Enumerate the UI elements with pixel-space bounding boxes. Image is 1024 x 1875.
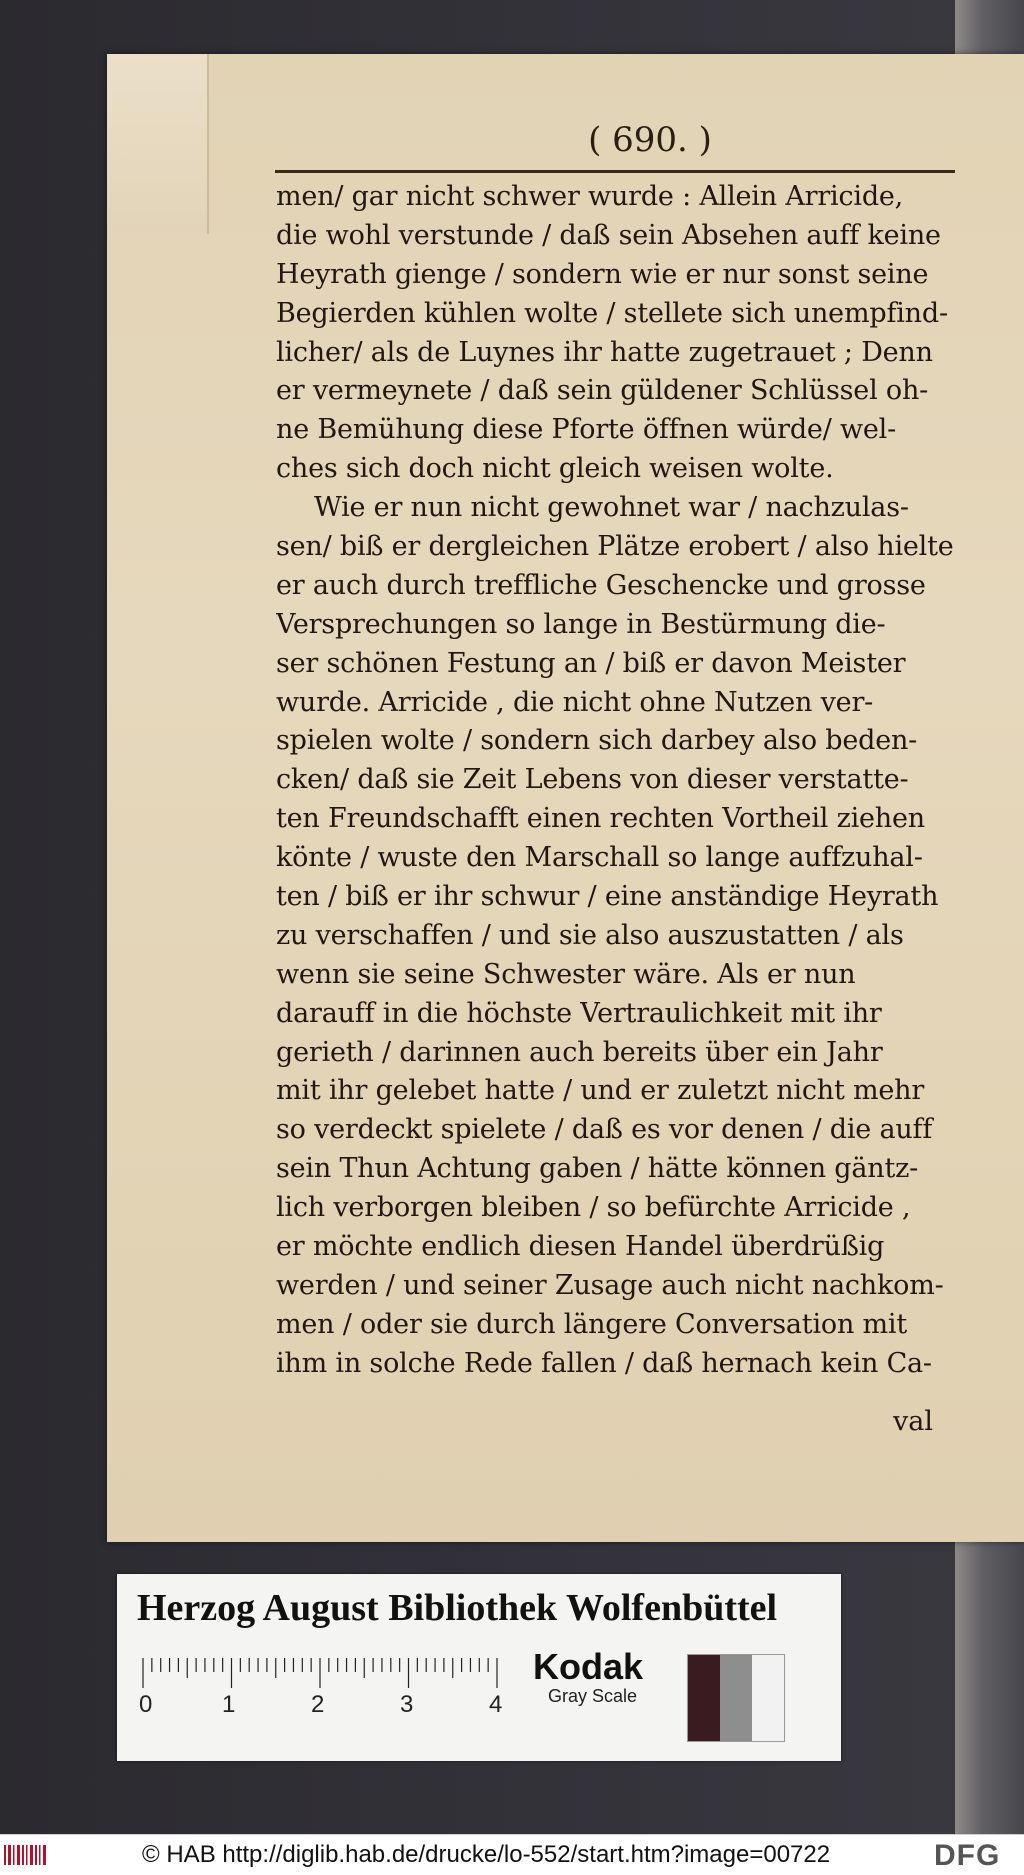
ruler-label: 1 (222, 1691, 236, 1714)
library-name: Herzog August Bibliothek Wolfenbüttel (137, 1587, 778, 1629)
text-line: er auch durch treffliche Geschencke und grosse (276, 569, 926, 601)
text-line: er vermeynete / daß sein güldener Schlüssel oh- (276, 375, 929, 407)
text-line: könte / wuste den Marschall so lange auffzuhal- (276, 842, 923, 874)
ruler-label: 2 (311, 1691, 325, 1714)
text-line: wenn sie seine Schwester wäre. Als er nun (276, 958, 856, 990)
color-calibration-card (117, 1574, 841, 1761)
text-line: cken/ daß sie Zeit Lebens von dieser verstatte- (276, 764, 909, 796)
page-number: ( 690. ) (588, 120, 712, 160)
text-line: ne Bemühung diese Pforte öffnen würde/ wel- (276, 414, 897, 446)
text-line: gerieth / darinnen auch bereits über ein Jahr (276, 1036, 883, 1068)
text-line: mit ihr gelebet hatte / und er zuletzt nicht mehr (276, 1075, 925, 1107)
text-line: er möchte endlich diesen Handel überdrüßig (276, 1231, 885, 1263)
dfg-logo: DFG (934, 1839, 1001, 1872)
text-line: ser schönen Festung an / biß er davon Meister (276, 647, 906, 679)
text-line: lich verborgen bleiben / so befürchte Arricide , (276, 1192, 911, 1224)
text-line: men/ gar nicht schwer wurde : Allein Arricide, (276, 181, 904, 212)
catchword: val (893, 1406, 933, 1437)
text-line: ches sich doch nicht gleich weisen wolte. (276, 453, 834, 485)
swatch-dark (688, 1655, 720, 1741)
text-line: sen/ biß er dergleichen Plätze erobert / also hielte (276, 531, 954, 563)
footer-bar (0, 1834, 1024, 1875)
kodak-logo: Kodak (533, 1646, 644, 1687)
ruler-scale (139, 1654, 519, 1714)
barcode-logo-icon (4, 1843, 48, 1867)
ruler-label: 3 (400, 1691, 414, 1714)
text-line: zu verschaffen / und sie also auszustatten / als (276, 919, 904, 951)
swatch-light (752, 1655, 784, 1741)
text-line: die wohl verstunde / daß sein Absehen auff keine (276, 219, 941, 251)
text-line: licher/ als de Luynes ihr hatte zugetrauet ; Denn (276, 336, 933, 368)
text-line: ten / biß er ihr schwur / eine anständige Heyrath (276, 881, 939, 913)
text-line: men / oder sie durch längere Conversation mit (276, 1308, 908, 1340)
text-line: so verdeckt spielete / daß es vor denen / die auff (276, 1114, 933, 1146)
text-line: Versprechungen so lange in Bestürmung die- (276, 608, 886, 640)
copyright-url[interactable]: © HAB http://diglib.hab.de/drucke/lo-552/start.htm?image=00722 (142, 1841, 831, 1868)
gray-scale-label: Gray Scale (548, 1686, 638, 1706)
ruler-label: 4 (489, 1691, 503, 1714)
page-fold (107, 54, 209, 234)
ruler-label: 0 (139, 1691, 153, 1714)
text-line: ihm in solche Rede fallen / daß hernach kein Ca- (276, 1347, 932, 1379)
text-line: sein Thun Achtung gaben / hätte können gäntz- (276, 1153, 919, 1185)
text-line: werden / und seiner Zusage auch nicht nachkom- (276, 1269, 944, 1301)
swatch-mid (720, 1655, 752, 1741)
text-line: Begierden kühlen wolte / stellete sich unempfind- (276, 297, 948, 329)
header-rule (275, 170, 955, 173)
text-line: Wie er nun nicht gewohnet war / nachzulas- (314, 492, 909, 524)
text-line: spielen wolte / sondern sich darbey also beden- (276, 725, 918, 757)
ruler-ticks (143, 1658, 497, 1688)
text-block (276, 178, 966, 1384)
text-line: ten Freundschafft einen rechten Vortheil ziehen (276, 803, 925, 835)
text-line: darauff in die höchste Vertraulichkeit mit ihr (276, 997, 882, 1029)
gray-scale-swatches (687, 1654, 785, 1742)
text-line: Heyrath gienge / sondern wie er nur sonst seine (276, 258, 929, 290)
text-line: wurde. Arricide , die nicht ohne Nutzen ver- (276, 686, 874, 718)
